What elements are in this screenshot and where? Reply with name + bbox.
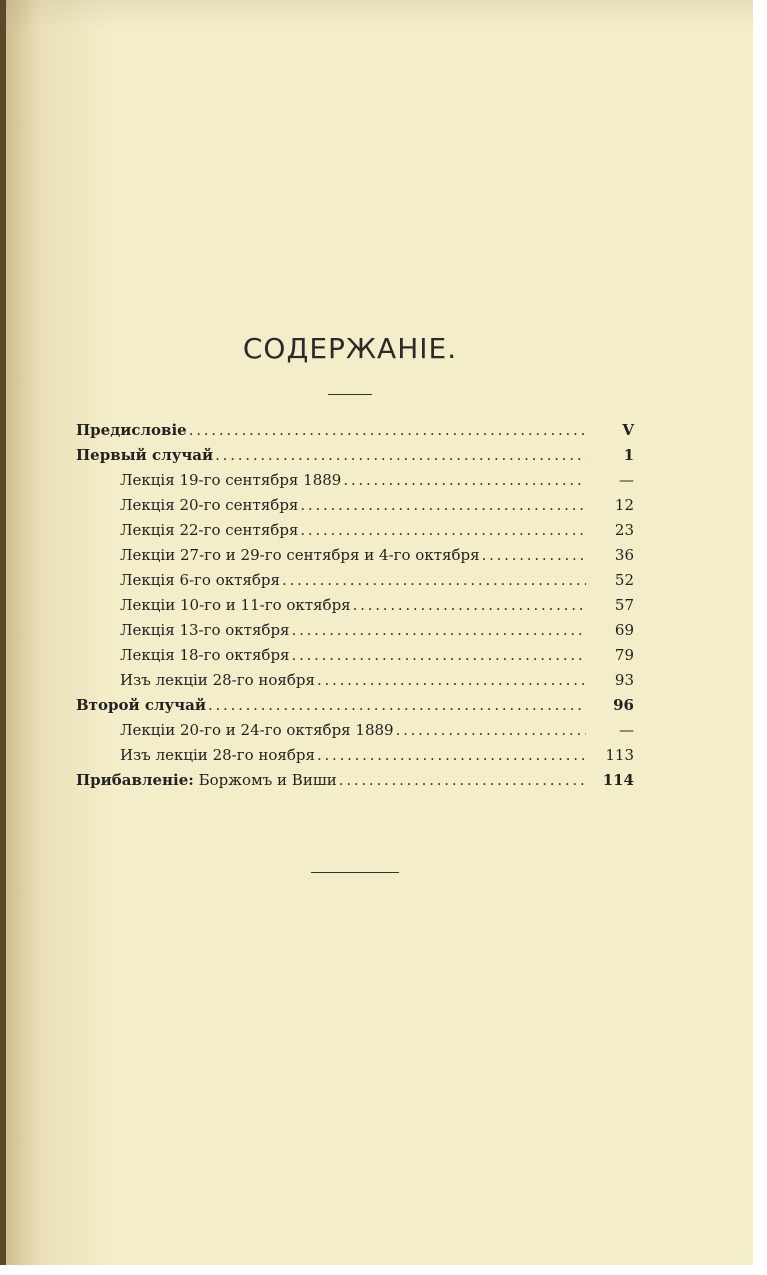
dot-leader (343, 468, 586, 493)
toc-entry-label (120, 518, 298, 543)
toc-entry-text: Лекція 19-го сентября 1889 (120, 471, 342, 489)
toc-page-number: 113 (605, 746, 634, 764)
dot-leader (300, 493, 586, 518)
toc-entry-label (120, 643, 290, 668)
dot-leader (339, 768, 586, 793)
dot-leader (282, 568, 586, 593)
toc-entry (76, 593, 634, 618)
toc-entry (76, 743, 634, 768)
dot-leader (300, 518, 586, 543)
end-divider (311, 872, 399, 873)
toc-page-number: 52 (614, 571, 634, 589)
toc-page-number: 93 (614, 671, 634, 689)
toc-page-number: 23 (614, 521, 634, 539)
toc-entry-text: Лекціи 20-го и 24-го октября 1889 (120, 721, 394, 739)
toc-entry (76, 668, 634, 693)
toc-entry-heading: Первый случай (76, 446, 214, 464)
toc-entry-label (120, 743, 315, 768)
toc-entry-label (120, 593, 351, 618)
toc-entry-label (76, 418, 187, 443)
toc-entry (76, 543, 634, 568)
toc-entry-heading: Прибавленіе: (76, 771, 194, 789)
toc-page-number: 57 (614, 596, 634, 614)
page-binding-shadow (0, 0, 6, 1275)
toc-page-number: 1 (623, 446, 634, 464)
toc-entry-heading: Предисловіе (76, 421, 187, 439)
toc-entry-text: Изъ лекціи 28-го ноября (120, 746, 315, 764)
toc-entry (76, 693, 634, 718)
table-of-contents (76, 418, 634, 793)
toc-page-number: 114 (602, 771, 634, 789)
toc-entry (76, 618, 634, 643)
toc-entry (76, 493, 634, 518)
toc-entry-label (76, 768, 337, 793)
toc-page-number: 96 (613, 696, 634, 714)
dot-leader (317, 743, 586, 768)
toc-page-number: 69 (614, 621, 634, 639)
toc-entry (76, 568, 634, 593)
toc-entry-text: Лекціи 10-го и 11-го октября (120, 596, 351, 614)
dot-leader (292, 618, 586, 643)
dot-leader (189, 418, 586, 443)
toc-entry (76, 443, 634, 468)
title-divider (328, 394, 372, 395)
toc-page-number: — (619, 721, 634, 739)
toc-page-number: V (622, 421, 634, 439)
toc-entry (76, 468, 634, 493)
toc-entry-text: Лекціи 27-го и 29-го сентября и 4-го октября (120, 546, 480, 564)
toc-entry (76, 418, 634, 443)
toc-entry-label (120, 618, 290, 643)
page-title: СОДЕРЖАНІЕ. (242, 332, 458, 365)
dot-leader (208, 693, 586, 718)
toc-entry-label (120, 568, 280, 593)
toc-entry-label (120, 493, 298, 518)
toc-entry-label (76, 443, 213, 468)
toc-entry (76, 643, 634, 668)
dot-leader (353, 593, 586, 618)
toc-entry-label (120, 468, 341, 493)
scan-margin-bottom (0, 1265, 767, 1275)
toc-entry-text: Лекція 13-го октября (120, 621, 290, 639)
dot-leader (215, 443, 586, 468)
toc-entry-text: Лекція 18-го октября (120, 646, 290, 664)
toc-entry-label (76, 693, 206, 718)
scan-margin-right (753, 0, 767, 1275)
toc-entry-label (120, 668, 315, 693)
toc-entry-label (120, 718, 394, 743)
dot-leader (396, 718, 586, 743)
toc-page-number: 36 (614, 546, 634, 564)
dot-leader (292, 643, 586, 668)
toc-entry-text: Лекція 22-го сентября (120, 521, 299, 539)
toc-entry-text: Лекція 6-го октября (120, 571, 280, 589)
toc-entry-heading: Второй случай (76, 696, 206, 714)
toc-entry (76, 518, 634, 543)
toc-page-number: 12 (614, 496, 634, 514)
toc-entry-text: Лекція 20-го сентября (120, 496, 299, 514)
toc-page-number: — (619, 471, 634, 489)
toc-entry (76, 718, 634, 743)
dot-leader (317, 668, 586, 693)
toc-entry-text: Боржомъ и Виши (193, 771, 337, 789)
toc-entry-text: Изъ лекціи 28-го ноября (120, 671, 315, 689)
toc-page-number: 79 (614, 646, 634, 664)
toc-entry (76, 768, 634, 793)
dot-leader (482, 543, 586, 568)
toc-entry-label (120, 543, 480, 568)
